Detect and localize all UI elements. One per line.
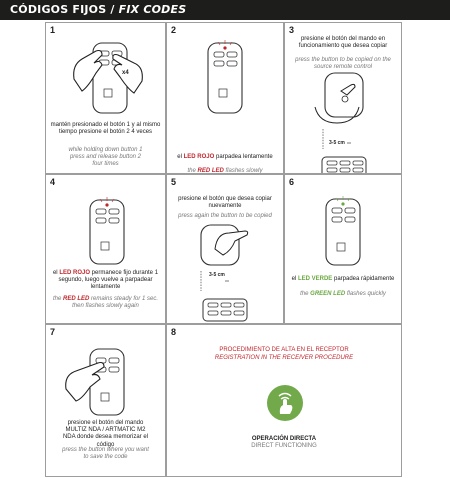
step-number: 5: [171, 177, 177, 187]
target-remote-press-illustration: [46, 339, 166, 427]
red-led-label: LED ROJO: [183, 154, 215, 160]
step-number: 1: [50, 25, 56, 35]
step-7-text-en: press the button where you want to save the code: [62, 447, 149, 460]
remote-red-led-illustration: [167, 37, 284, 122]
step-7-text-es: presione el botón del mando MULTIZ NDA / ARTMATIC M2 NDA donde desea memorizar el código: [62, 420, 149, 448]
direct-functioning-icon: [265, 383, 305, 423]
step-3-text-es: presione el botón del mando en funcionamiento que desea copiar: [298, 36, 388, 50]
red-led-label-en: RED LED: [62, 296, 90, 302]
step-7-panel: [45, 324, 166, 477]
distance-label: 3-5 cm: [209, 272, 225, 278]
step-3-panel: [284, 22, 402, 174]
distance-label: 3-5 cm: [329, 140, 345, 146]
red-led-label-en: RED LED: [197, 168, 224, 174]
step-number: 6: [289, 177, 295, 187]
step-5-panel: [166, 174, 284, 324]
header-title-es: CÓDIGOS FIJOS: [10, 3, 107, 16]
x4-badge: x4: [122, 70, 129, 76]
step-4-es-pre: el: [52, 270, 60, 276]
direct-functioning-label-en: DIRECT FUNCTIONING: [251, 443, 317, 449]
page-header: [0, 0, 450, 20]
step-2-es-pre: el: [177, 154, 184, 160]
step-6-panel: [284, 174, 402, 324]
step-6-es-pre: el: [291, 276, 298, 282]
direct-functioning-label-es: OPERACIÓN DIRECTA: [251, 436, 317, 442]
step-6-text-en: [288, 291, 398, 298]
step-5-text-es: presione el botón que desea copiar nuevamente: [178, 196, 272, 210]
step-4-en-post: remains steady for 1 sec. then flashes slowly again: [72, 296, 159, 309]
receiver-procedure-title-en: REGISTRATION IN THE RECEIVER PROCEDURE: [214, 355, 354, 361]
step-6-en-pre: the: [300, 291, 311, 297]
step-1-text-es: mantén presionado el botón 1 y al mismo tiempo presione el botón 2 4 veces: [50, 122, 161, 136]
step-2-en-post: flashes slowly: [223, 168, 263, 174]
step-number: 2: [171, 25, 177, 35]
step-4-panel: [45, 174, 166, 324]
step-number: 3: [289, 25, 295, 35]
red-led-label: LED ROJO: [59, 270, 90, 276]
step-2-text-es: [170, 154, 280, 161]
step-8-panel: [166, 324, 402, 477]
step-4-en-pre: the: [52, 296, 63, 302]
step-number: 8: [171, 327, 177, 337]
green-led-label: LED VERDE: [297, 276, 333, 282]
step-5-text-en: press again the button to be copied: [178, 213, 272, 219]
step-number: 4: [50, 177, 56, 187]
source-remote-again-illustration: [167, 223, 284, 323]
step-4-es-post: permanece fijo durante 1 segundo, luego vuelve a parpadear lentamente: [58, 270, 159, 291]
step-6-en-post: flashes quickly: [345, 291, 386, 297]
header-separator: /: [106, 3, 119, 16]
step-1-panel: [45, 22, 166, 174]
remote-with-hands-illustration: [46, 37, 166, 122]
step-6-es-post: parpadea rápidamente: [332, 276, 395, 282]
step-number: 7: [50, 327, 56, 337]
step-3-text-en: press the button to be copied on the source remote control: [295, 57, 391, 70]
step-2-en-pre: the: [187, 168, 198, 174]
remote-green-led-illustration: [285, 189, 402, 273]
step-6-text-es: [288, 276, 398, 283]
step-4-text-es: [49, 270, 162, 292]
header-title-en: FIX CODES: [118, 3, 187, 16]
receiver-procedure-title-es: PROCEDIMIENTO DE ALTA EN EL RECEPTOR: [219, 347, 349, 353]
step-1-text-en: while holding down button 1 press and release button 2 four times: [68, 147, 143, 167]
remote-red-led-steady-illustration: [46, 190, 166, 270]
step-2-es-post: parpadea lentamente: [214, 154, 273, 160]
step-2-panel: [166, 22, 284, 174]
green-led-label-en: GREEN LED: [310, 291, 346, 297]
source-remote-illustration: [285, 69, 402, 174]
step-4-text-en: [49, 296, 162, 310]
